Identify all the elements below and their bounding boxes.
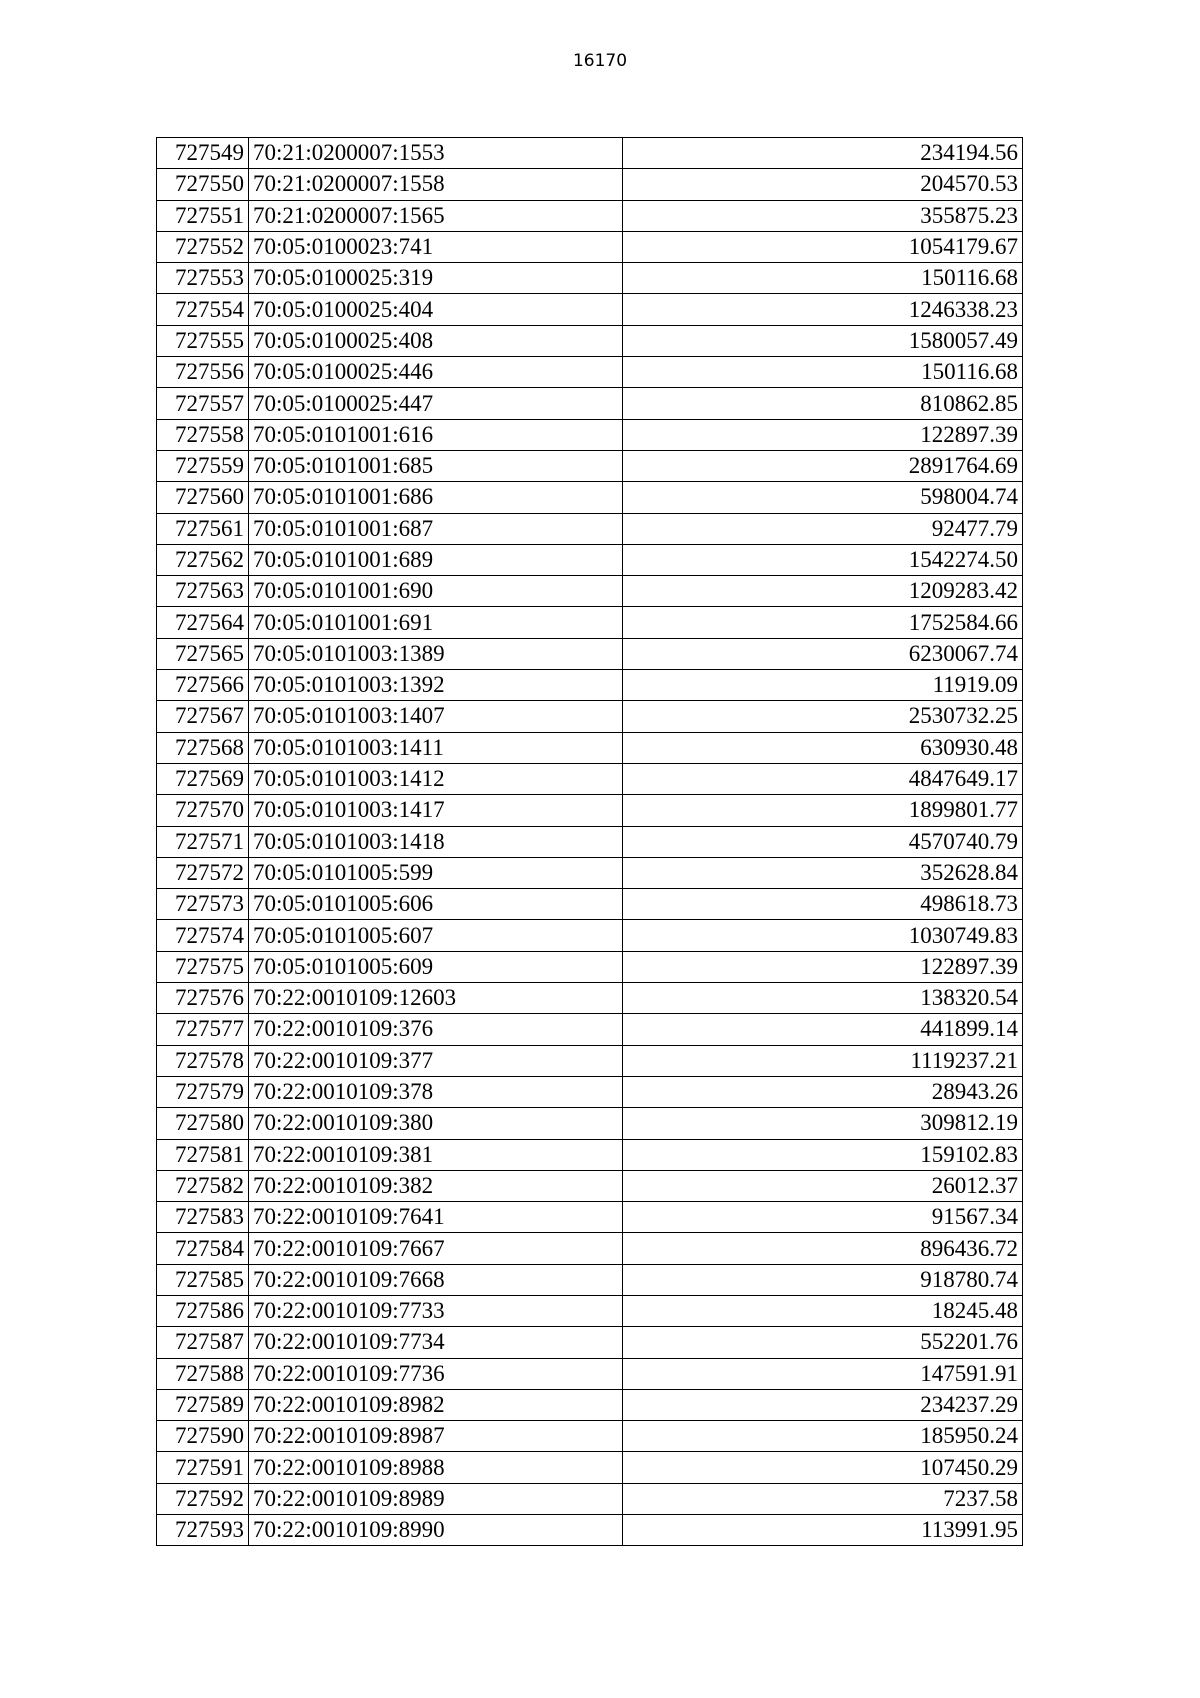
cadastral-number-cell: 70:22:0010109:7736 [249,1358,623,1389]
value-cell: 552201.76 [623,1327,1023,1358]
cadastral-number-cell: 70:05:0100025:408 [249,325,623,356]
value-cell: 355875.23 [623,200,1023,231]
table-row [157,138,1023,169]
record-number-cell: 727570 [157,795,249,826]
cadastral-number-cell: 70:22:0010109:377 [249,1045,623,1076]
table-row [157,450,1023,481]
value-cell: 896436.72 [623,1233,1023,1264]
record-number-cell: 727561 [157,513,249,544]
value-cell: 1246338.23 [623,294,1023,325]
value-cell: 1209283.42 [623,576,1023,607]
cadastral-number-cell: 70:21:0200007:1558 [249,169,623,200]
cadastral-number-cell: 70:22:0010109:7667 [249,1233,623,1264]
table-row [157,732,1023,763]
cadastral-number-cell: 70:22:0010109:8982 [249,1389,623,1420]
record-number-cell: 727550 [157,169,249,200]
table-row [157,482,1023,513]
table-row [157,419,1023,450]
table-row [157,607,1023,638]
value-cell: 1752584.66 [623,607,1023,638]
registry-table-body [157,138,1023,1546]
cadastral-number-cell: 70:05:0101001:685 [249,450,623,481]
value-cell: 918780.74 [623,1264,1023,1295]
value-cell: 204570.53 [623,169,1023,200]
table-row [157,1358,1023,1389]
table-row [157,1264,1023,1295]
record-number-cell: 727583 [157,1202,249,1233]
cadastral-number-cell: 70:05:0101005:607 [249,920,623,951]
table-row [157,1108,1023,1139]
record-number-cell: 727585 [157,1264,249,1295]
table-row [157,951,1023,982]
value-cell: 4847649.17 [623,763,1023,794]
record-number-cell: 727562 [157,544,249,575]
cadastral-number-cell: 70:22:0010109:382 [249,1170,623,1201]
record-number-cell: 727572 [157,857,249,888]
table-row [157,795,1023,826]
table-row [157,889,1023,920]
record-number-cell: 727593 [157,1515,249,1546]
cadastral-number-cell: 70:05:0100025:447 [249,388,623,419]
cadastral-number-cell: 70:22:0010109:7733 [249,1295,623,1326]
cadastral-number-cell: 70:22:0010109:8988 [249,1452,623,1483]
value-cell: 7237.58 [623,1483,1023,1514]
value-cell: 28943.26 [623,1076,1023,1107]
value-cell: 159102.83 [623,1139,1023,1170]
cadastral-number-cell: 70:21:0200007:1565 [249,200,623,231]
value-cell: 18245.48 [623,1295,1023,1326]
table-row [157,294,1023,325]
value-cell: 234237.29 [623,1389,1023,1420]
table-row [157,701,1023,732]
cadastral-number-cell: 70:22:0010109:8989 [249,1483,623,1514]
value-cell: 147591.91 [623,1358,1023,1389]
table-row [157,200,1023,231]
value-cell: 91567.34 [623,1202,1023,1233]
table-row [157,1170,1023,1201]
record-number-cell: 727584 [157,1233,249,1264]
value-cell: 1580057.49 [623,325,1023,356]
record-number-cell: 727574 [157,920,249,951]
table-row [157,1452,1023,1483]
table-row [157,1327,1023,1358]
cadastral-number-cell: 70:22:0010109:7668 [249,1264,623,1295]
value-cell: 1899801.77 [623,795,1023,826]
value-cell: 2530732.25 [623,701,1023,732]
table-row [157,1233,1023,1264]
value-cell: 1030749.83 [623,920,1023,951]
record-number-cell: 727591 [157,1452,249,1483]
record-number-cell: 727573 [157,889,249,920]
cadastral-number-cell: 70:05:0101001:690 [249,576,623,607]
record-number-cell: 727557 [157,388,249,419]
record-number-cell: 727551 [157,200,249,231]
record-number-cell: 727552 [157,231,249,262]
value-cell: 309812.19 [623,1108,1023,1139]
record-number-cell: 727567 [157,701,249,732]
table-row [157,920,1023,951]
cadastral-number-cell: 70:21:0200007:1553 [249,138,623,169]
record-number-cell: 727587 [157,1327,249,1358]
value-cell: 352628.84 [623,857,1023,888]
cadastral-number-cell: 70:05:0100023:741 [249,231,623,262]
cadastral-number-cell: 70:22:0010109:12603 [249,983,623,1014]
page-number: 16170 [572,51,628,71]
record-number-cell: 727553 [157,263,249,294]
record-number-cell: 727581 [157,1139,249,1170]
table-row [157,388,1023,419]
table-row [157,763,1023,794]
table-row [157,169,1023,200]
value-cell: 150116.68 [623,357,1023,388]
value-cell: 138320.54 [623,983,1023,1014]
table-row [157,231,1023,262]
record-number-cell: 727586 [157,1295,249,1326]
cadastral-number-cell: 70:05:0100025:404 [249,294,623,325]
record-number-cell: 727589 [157,1389,249,1420]
record-number-cell: 727549 [157,138,249,169]
table-row [157,857,1023,888]
record-number-cell: 727554 [157,294,249,325]
cadastral-number-cell: 70:05:0101003:1392 [249,670,623,701]
value-cell: 810862.85 [623,388,1023,419]
value-cell: 11919.09 [623,670,1023,701]
table-row [157,1421,1023,1452]
record-number-cell: 727566 [157,670,249,701]
cadastral-number-cell: 70:22:0010109:8987 [249,1421,623,1452]
cadastral-number-cell: 70:05:0101003:1389 [249,638,623,669]
table-row [157,1014,1023,1045]
value-cell: 630930.48 [623,732,1023,763]
cadastral-number-cell: 70:05:0101003:1411 [249,732,623,763]
value-cell: 1119237.21 [623,1045,1023,1076]
record-number-cell: 727590 [157,1421,249,1452]
table-row [157,544,1023,575]
value-cell: 498618.73 [623,889,1023,920]
cadastral-number-cell: 70:05:0100025:319 [249,263,623,294]
registry-table [156,137,1023,1546]
record-number-cell: 727569 [157,763,249,794]
cadastral-number-cell: 70:05:0101005:606 [249,889,623,920]
value-cell: 26012.37 [623,1170,1023,1201]
table-row [157,1483,1023,1514]
table-row [157,1139,1023,1170]
record-number-cell: 727575 [157,951,249,982]
table-row [157,1045,1023,1076]
value-cell: 4570740.79 [623,826,1023,857]
cadastral-number-cell: 70:05:0101001:691 [249,607,623,638]
value-cell: 107450.29 [623,1452,1023,1483]
record-number-cell: 727558 [157,419,249,450]
record-number-cell: 727579 [157,1076,249,1107]
record-number-cell: 727560 [157,482,249,513]
table-row [157,1515,1023,1546]
value-cell: 2891764.69 [623,450,1023,481]
table-row [157,1202,1023,1233]
cadastral-number-cell: 70:05:0101003:1417 [249,795,623,826]
record-number-cell: 727565 [157,638,249,669]
cadastral-number-cell: 70:05:0101003:1412 [249,763,623,794]
cadastral-number-cell: 70:22:0010109:380 [249,1108,623,1139]
cadastral-number-cell: 70:22:0010109:7734 [249,1327,623,1358]
table-row [157,670,1023,701]
cadastral-number-cell: 70:22:0010109:378 [249,1076,623,1107]
record-number-cell: 727582 [157,1170,249,1201]
record-number-cell: 727556 [157,357,249,388]
record-number-cell: 727580 [157,1108,249,1139]
cadastral-number-cell: 70:05:0101005:599 [249,857,623,888]
table-row [157,638,1023,669]
cadastral-number-cell: 70:05:0101003:1407 [249,701,623,732]
cadastral-number-cell: 70:05:0101001:687 [249,513,623,544]
cadastral-number-cell: 70:05:0101001:616 [249,419,623,450]
table-row [157,1389,1023,1420]
table-row [157,325,1023,356]
table-row [157,826,1023,857]
value-cell: 1054179.67 [623,231,1023,262]
cadastral-number-cell: 70:22:0010109:381 [249,1139,623,1170]
table-row [157,1295,1023,1326]
record-number-cell: 727571 [157,826,249,857]
table-row [157,576,1023,607]
value-cell: 122897.39 [623,419,1023,450]
cadastral-number-cell: 70:05:0101001:689 [249,544,623,575]
record-number-cell: 727563 [157,576,249,607]
table-row [157,357,1023,388]
cadastral-number-cell: 70:05:0100025:446 [249,357,623,388]
record-number-cell: 727577 [157,1014,249,1045]
cadastral-number-cell: 70:22:0010109:376 [249,1014,623,1045]
table-row [157,1076,1023,1107]
value-cell: 185950.24 [623,1421,1023,1452]
value-cell: 441899.14 [623,1014,1023,1045]
value-cell: 1542274.50 [623,544,1023,575]
cadastral-number-cell: 70:05:0101005:609 [249,951,623,982]
record-number-cell: 727588 [157,1358,249,1389]
record-number-cell: 727568 [157,732,249,763]
cadastral-number-cell: 70:22:0010109:8990 [249,1515,623,1546]
record-number-cell: 727576 [157,983,249,1014]
value-cell: 122897.39 [623,951,1023,982]
table-row [157,513,1023,544]
table-row [157,983,1023,1014]
cadastral-number-cell: 70:05:0101003:1418 [249,826,623,857]
value-cell: 598004.74 [623,482,1023,513]
record-number-cell: 727559 [157,450,249,481]
record-number-cell: 727555 [157,325,249,356]
value-cell: 234194.56 [623,138,1023,169]
cadastral-number-cell: 70:22:0010109:7641 [249,1202,623,1233]
table-row [157,263,1023,294]
record-number-cell: 727564 [157,607,249,638]
value-cell: 113991.95 [623,1515,1023,1546]
value-cell: 150116.68 [623,263,1023,294]
value-cell: 6230067.74 [623,638,1023,669]
value-cell: 92477.79 [623,513,1023,544]
cadastral-number-cell: 70:05:0101001:686 [249,482,623,513]
record-number-cell: 727592 [157,1483,249,1514]
record-number-cell: 727578 [157,1045,249,1076]
